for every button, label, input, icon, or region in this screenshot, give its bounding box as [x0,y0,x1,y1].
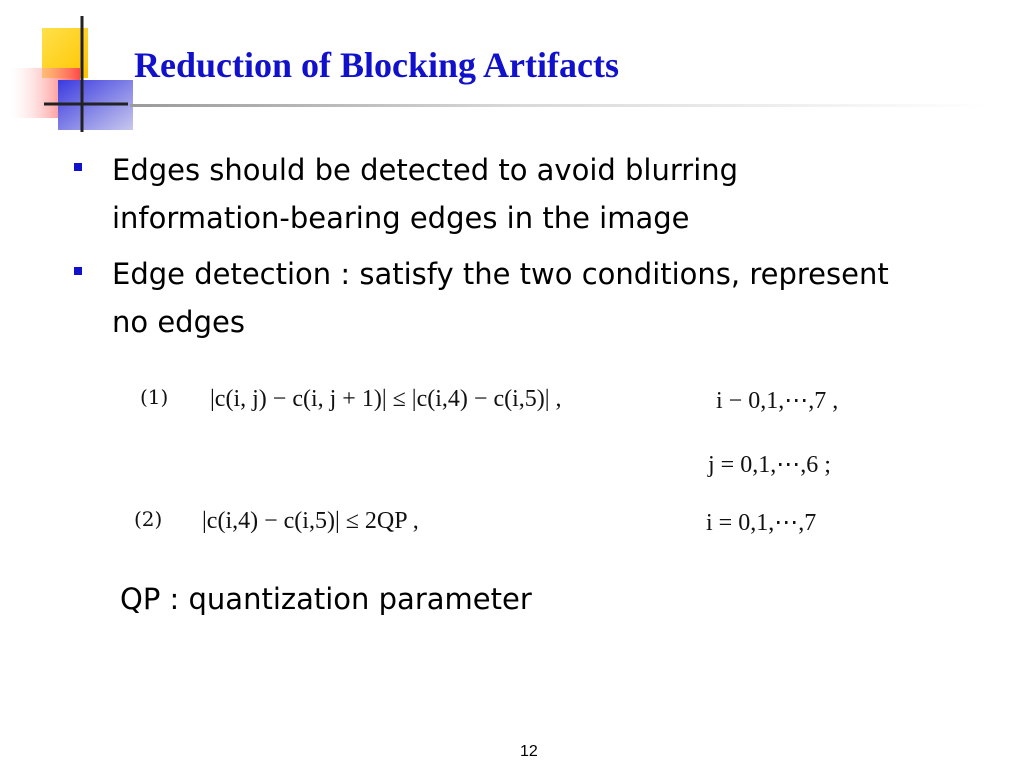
condition-2-expression: |c(i,4) − c(i,5)| ≤ 2QP , [202,508,419,534]
condition-1-range-i: i − 0,1,⋯,7 , [716,388,839,414]
square-bullet-icon [74,267,82,275]
bullet-list [70,146,900,354]
condition-1-range-j: j = 0,1,⋯,6 ; [708,452,831,478]
bullet-text: Edge detection : satisfy the two conditions, represent no edges [112,257,889,339]
condition-1-expression: |c(i, j) − c(i, j + 1)| ≤ |c(i,4) − c(i,5)| , [210,386,562,412]
bullet-text: Edges should be detected to avoid blurring information-bearing edges in the image [112,153,739,235]
condition-1-number: (1) [140,385,169,409]
bullet-item [70,250,900,346]
corner-decoration-graphic [0,0,140,140]
slide-title: Reduction of Blocking Artifacts [134,45,619,85]
square-bullet-icon [74,163,82,171]
title-underline [130,104,990,107]
condition-2-number: (2) [134,507,163,531]
page-number: 12 [520,743,538,760]
bullet-item [70,146,900,242]
qp-definition-note: QP : quantization parameter [120,582,532,616]
condition-2-range-i: i = 0,1,⋯,7 [706,510,817,536]
